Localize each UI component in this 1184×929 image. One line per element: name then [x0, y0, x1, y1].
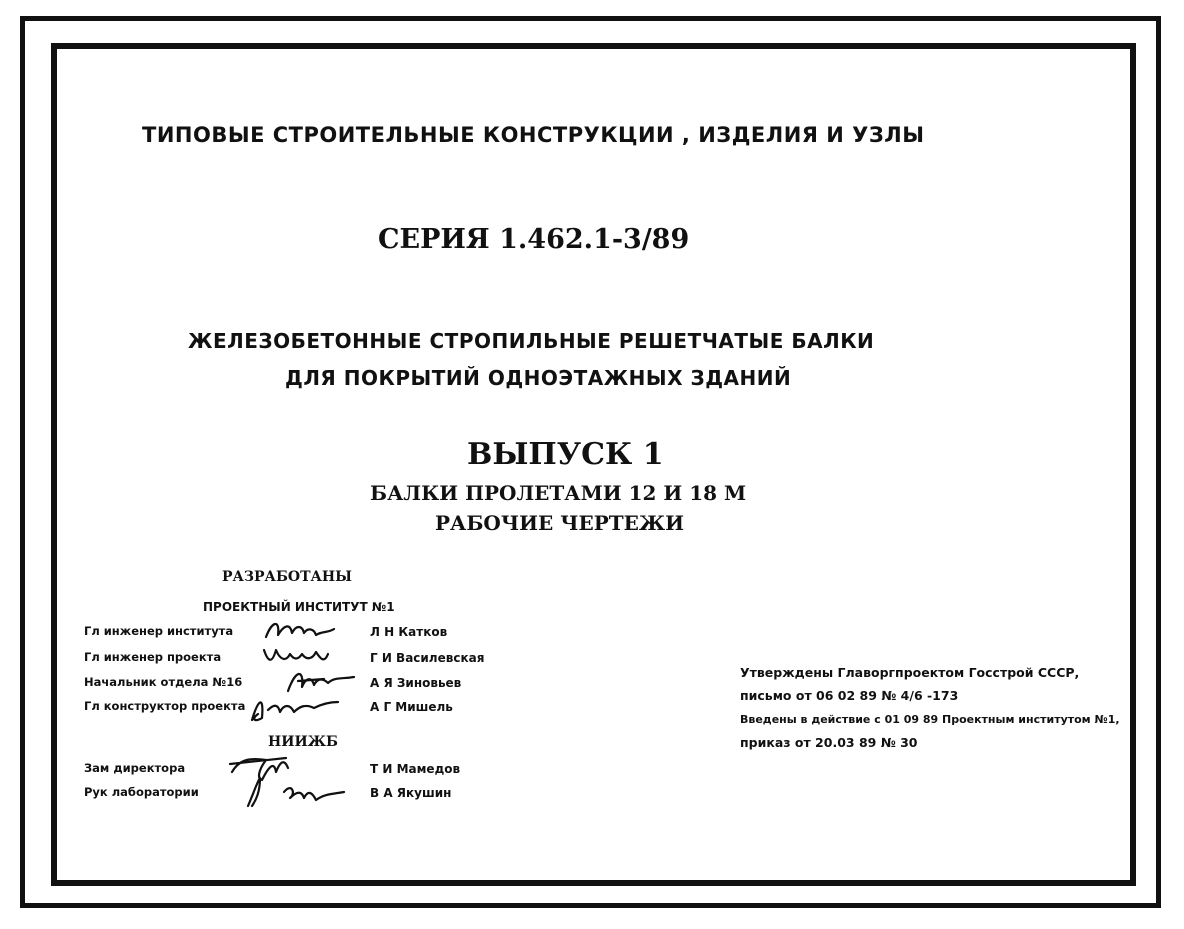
- approval-line-2: письмо от 06 02 89 № 4/6 -173: [740, 688, 959, 703]
- role-chief-designer: Гл конструктор проекта: [84, 699, 246, 713]
- subject-line-2: ДЛЯ ПОКРЫТИЙ ОДНОЭТАЖНЫХ ЗДАНИЙ: [285, 366, 792, 390]
- issue-title: ВЫПУСК 1: [467, 437, 664, 472]
- name-deputy-director: Т И Мамедов: [370, 762, 461, 776]
- name-chief-designer: А Г Мишель: [370, 700, 453, 714]
- approval-line-3: Введены в действие с 01 09 89 Проектным институтом №1,: [740, 713, 1120, 726]
- approval-line-1: Утверждены Главоргпроектом Госстрой СССР,: [740, 665, 1080, 680]
- approval-line-4: приказ от 20.03 89 № 30: [740, 735, 918, 750]
- name-chief-engineer-institute: Л Н Катков: [370, 625, 448, 639]
- series-number: СЕРИЯ 1.462.1-3/89: [378, 224, 690, 255]
- signature-katkov: [262, 615, 342, 645]
- signature-yakushin: [240, 774, 350, 810]
- issue-line-2: РАБОЧИЕ ЧЕРТЕЖИ: [435, 511, 685, 535]
- developer-institute: ПРОЕКТНЫЙ ИНСТИТУТ №1: [203, 600, 395, 614]
- issue-line-1: БАЛКИ ПРОЛЕТАМИ 12 И 18 М: [370, 481, 747, 505]
- name-lab-head: В А Якушин: [370, 786, 452, 800]
- role-chief-engineer-institute: Гл инженер института: [84, 624, 234, 638]
- org-niizhb: НИИЖБ: [268, 734, 339, 750]
- signature-mishel: [244, 690, 344, 726]
- role-chief-engineer-project: Гл инженер проекта: [84, 650, 222, 664]
- role-deputy-director: Зам директора: [84, 761, 186, 775]
- role-lab-head: Рук лаборатории: [84, 785, 199, 799]
- role-department-head: Начальник отдела №16: [84, 675, 243, 689]
- name-department-head: А Я Зиновьев: [370, 676, 462, 690]
- name-chief-engineer-project: Г И Василевская: [370, 651, 485, 665]
- developers-heading: РАЗРАБОТАНЫ: [222, 569, 352, 585]
- subject-line-1: ЖЕЛЕЗОБЕТОННЫЕ СТРОПИЛЬНЫЕ РЕШЕТЧАТЫЕ БАЛКИ: [188, 329, 875, 353]
- collection-title: ТИПОВЫЕ СТРОИТЕЛЬНЫЕ КОНСТРУКЦИИ , ИЗДЕЛИЯ И УЗЛЫ: [142, 123, 925, 147]
